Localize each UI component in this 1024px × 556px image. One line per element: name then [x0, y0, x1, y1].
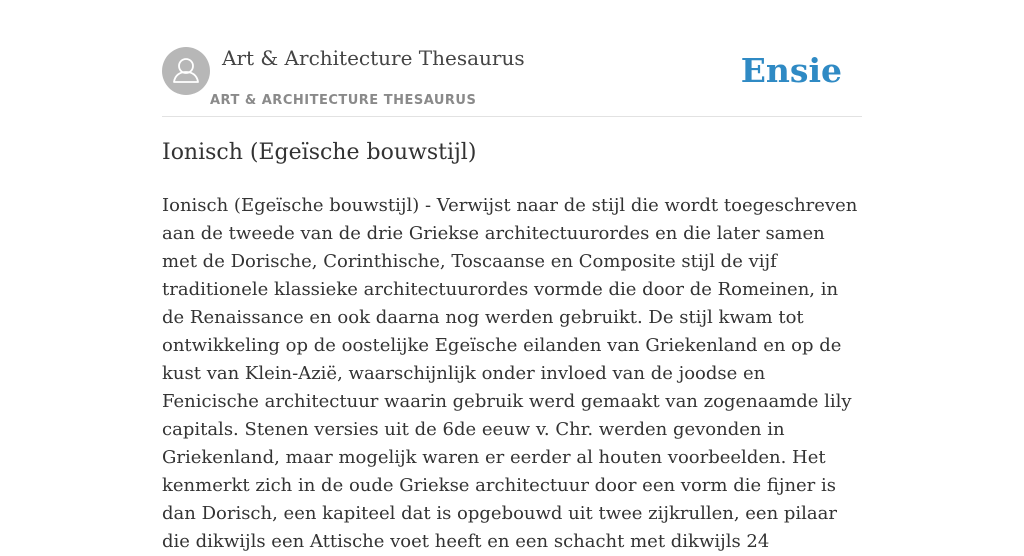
source-header — [162, 46, 862, 117]
source-title[interactable]: Art & Architecture Thesaurus — [222, 46, 525, 70]
brand-logo[interactable]: Ensie — [740, 51, 842, 90]
source-subtitle[interactable]: ART & ARCHITECTURE THESAURUS — [210, 93, 477, 108]
user-avatar-icon[interactable] — [162, 47, 210, 95]
article-body: Ionisch (Egeïsche bouwstijl) - Verwijst naar de stijl die wordt toegeschreven aan de tweede van de drie Griekse architectuurordes en die later samen met de Dorische, Corinthische, Toscaanse en Composite stijl de vijf traditionele klassieke architectuurordes vormde die door de Romeinen, in de Renaissance en ook daarna nog werden gebruikt. De stijl kwam tot ontwikkeling op de oostelijke Egeïsche eilanden van Griekenland en op de kust van Klein-Azië, waarschijnlijk onder invloed van de joodse en Fenicische architectuur waarin gebruik werd gemaakt van zogenaamde lily capitals. Stenen versies uit de 6de eeuw v. Chr. werden gevonden in Griekenland, maar mogelijk waren er eerder al houten voorbeelden. Het kenmerkt zich in de oude Griekse architectuur door een vorm die fijner is dan Dorisch, een kapiteel dat is opgebouwd uit twee zijkrullen, een pilaar die dikwijls een Attische voet heeft en een schacht met dikwijls 24 — [162, 195, 858, 552]
page-title: Ionisch (Egeïsche bouwstijl) — [162, 140, 477, 165]
